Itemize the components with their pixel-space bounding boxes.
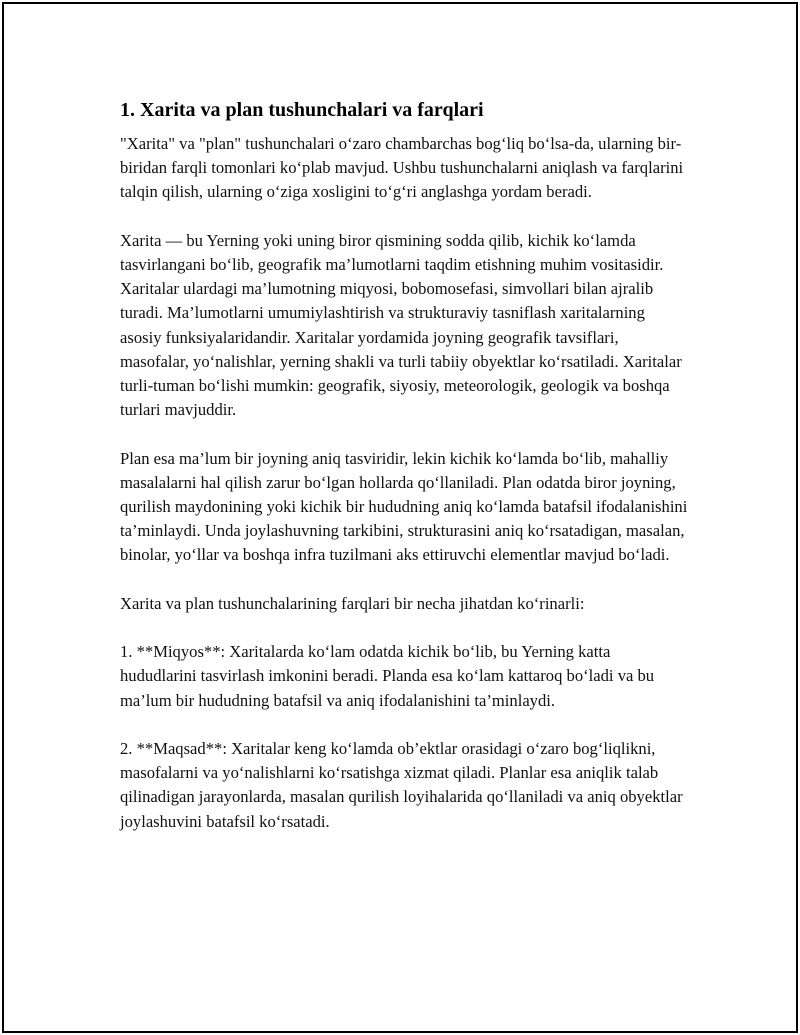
paragraph-xarita-definition: Xarita — bu Yerning yoki uning biror qismining sodda qilib, kichik ko‘lamda tasvirlangani bo‘lib, geografik ma’lumotlarni taqdim etishning muhim vositasidir. Xaritalar ulardagi ma’lumotning miqyosi, bobomosefasi, simvollari bilan ajralib turadi. Ma’lumotlarni umumiylashtirish va strukturaviy tasniflash xaritalarning asosiy funksiyalaridandir. Xaritalar yordamida joyning geografik tavsiflari, masofalar, yo‘nalishlar, yerning shakli va turli tabiiy obyektlar ko‘rsatiladi. Xaritalar turli-tuman bo‘lishi mumkin: geografik, siyosiy, meteorologik, geologik va boshqa turlari mavjuddir. bbox=[120, 230, 682, 420]
paragraph-intro: "Xarita" va "plan" tushunchalari o‘zaro chambarchas bog‘liq bo‘lsa-da, ularning bir-biridan farqli tomonlari ko‘plab mavjud. Ushbu tushunchalarni aniqlash va farqlarini talqin qilish, ularning o‘ziga xosligini to‘g‘ri anglashga yordam beradi. bbox=[120, 134, 684, 202]
document-body bbox=[120, 96, 690, 834]
paragraph-differences-intro: Xarita va plan tushunchalarining farqlari bir necha jihatdan ko‘rinarli: bbox=[120, 593, 585, 613]
section-heading: 1. Xarita va plan tushunchalari va farqlari bbox=[120, 99, 484, 121]
paragraph-plan-definition: Plan esa ma’lum bir joyning aniq tasviridir, lekin kichik ko‘lamda bo‘lib, mahalliy masalalarni hal qilish zarur bo‘lgan hollarda qo‘llaniladi. Plan odatda biror joyning, qurilish maydonining yoki kichik bir hududning aniq ko‘lamda batafsil ifodalanishini ta’minlaydi. Unda joylashuvning tarkibini, strukturasini aniq ko‘rsatadigan, masalan, binolar, yo‘llar va boshqa infra tuzilmani aks ettiruvchi elementlar mavjud bo‘ladi. bbox=[120, 448, 688, 565]
page-frame bbox=[2, 2, 798, 1033]
list-item-miqyos: 1. **Miqyos**: Xaritalarda ko‘lam odatda kichik bo‘lib, bu Yerning katta hududlarini tasvirlash imkonini beradi. Planda esa ko‘lam kattaroq bo‘ladi va bu ma’lum bir hududning batafsil va aniq ifodalanishini ta’minlaydi. bbox=[120, 642, 655, 710]
list-item-maqsad: 2. **Maqsad**: Xaritalar keng ko‘lamda ob’ektlar orasidagi o‘zaro bog‘liqlikni, masofalarni va yo‘nalishlarni ko‘rsatishga xizmat qiladi. Planlar esa aniqlik talab qilinadigan jarayonlarda, masalan qurilish loyihalarida qo‘llaniladi va aniq obyektlar joylashuvini batafsil ko‘rsatadi. bbox=[120, 739, 683, 831]
